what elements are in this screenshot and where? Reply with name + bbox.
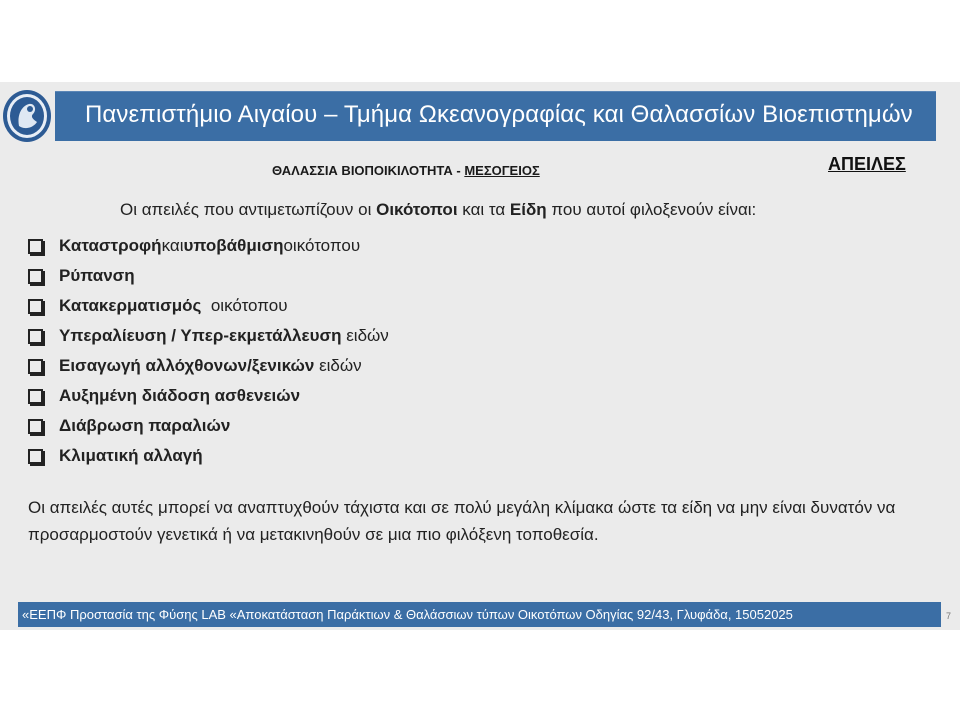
threat-list (28, 236, 389, 476)
subtitle-part1: ΘΑΛΑΣΣΙΑ ΒΙΟΠΟΙΚΙΛΟΤΗΤΑ - (272, 163, 465, 178)
list-item (28, 446, 389, 476)
intro-b1: Οικότοποι (376, 200, 458, 219)
intro-t1: Οι απειλές που αντιμετωπίζουν οι (120, 200, 377, 219)
list-item-bold: Ρύπανση (59, 266, 135, 285)
list-item-bold: Κατακερματισμός (59, 296, 202, 315)
checkbox-bullet-icon (28, 239, 43, 254)
list-item (28, 416, 389, 446)
section-title: ΑΠΕΙΛΕΣ (828, 154, 906, 174)
list-item (28, 386, 389, 416)
list-item-rest: οικότοπου (201, 296, 288, 315)
list-item-rest: ειδών (314, 356, 362, 375)
header-bar (55, 91, 936, 141)
list-item (28, 326, 389, 356)
list-item-mid: και (161, 236, 184, 255)
page-number: 7 (946, 611, 952, 621)
list-item (28, 356, 389, 386)
checkbox-bullet-icon (28, 449, 43, 464)
header-title: Πανεπιστήμιο Αιγαίου – Τμήμα Ωκεανογραφίας και Θαλασσίων Βιοεπιστημών (85, 101, 913, 128)
list-item (28, 266, 389, 296)
subtitle-part2: ΜΕΣΟΓΕΙΟΣ (464, 163, 540, 178)
intro-b2: Είδη (509, 200, 547, 219)
list-item-bold: Κλιματική αλλαγή (59, 446, 203, 465)
list-item-rest: ειδών (341, 326, 389, 345)
intro-t2: και τα (457, 200, 510, 219)
closing-paragraph: Οι απειλές αυτές μπορεί να αναπτυχθούν τάχιστα και σε πολύ μεγάλη κλίμακα ώστε τα είδη να μην είναι δυνατόν να προσαρμοστούν γενετικά ή να μετακινηθούν σε μια πιο φιλόξενη τοποθεσία. (28, 498, 896, 544)
footer-text: «ΕΕΠΦ Προστασία της Φύσης LAB «Αποκατάσταση Παράκτιων & Θαλάσσιων τύπων Οικοτόπων Οδηγίας 92/43, Γλυφάδα, 15052025 (22, 607, 793, 622)
list-item-bold: Καταστροφή (59, 236, 162, 255)
intro-t3: που αυτοί φιλοξενούν είναι: (546, 200, 757, 219)
list-item-bold: Αυξημένη διάδοση ασθενειών (59, 386, 301, 405)
checkbox-bullet-icon (28, 299, 43, 314)
list-item (28, 236, 389, 266)
checkbox-bullet-icon (28, 359, 43, 374)
checkbox-bullet-icon (28, 329, 43, 344)
list-item-bold: Υπεραλίευση / Υπερ-εκμετάλλευση (59, 326, 342, 345)
list-item-bold: Διάβρωση παραλιών (59, 416, 231, 435)
intro-text (120, 200, 756, 220)
footer-bar (18, 602, 941, 627)
checkbox-bullet-icon (28, 419, 43, 434)
list-item-rest: οικότοπου (283, 236, 361, 255)
list-item-bold: Εισαγωγή αλλόχθονων/ξενικών (59, 356, 315, 375)
checkbox-bullet-icon (28, 389, 43, 404)
slide-subtitle (272, 163, 540, 178)
list-item-bold2: υποβάθμιση (183, 236, 284, 255)
university-seal-icon (1, 88, 53, 144)
list-item (28, 296, 389, 326)
checkbox-bullet-icon (28, 269, 43, 284)
